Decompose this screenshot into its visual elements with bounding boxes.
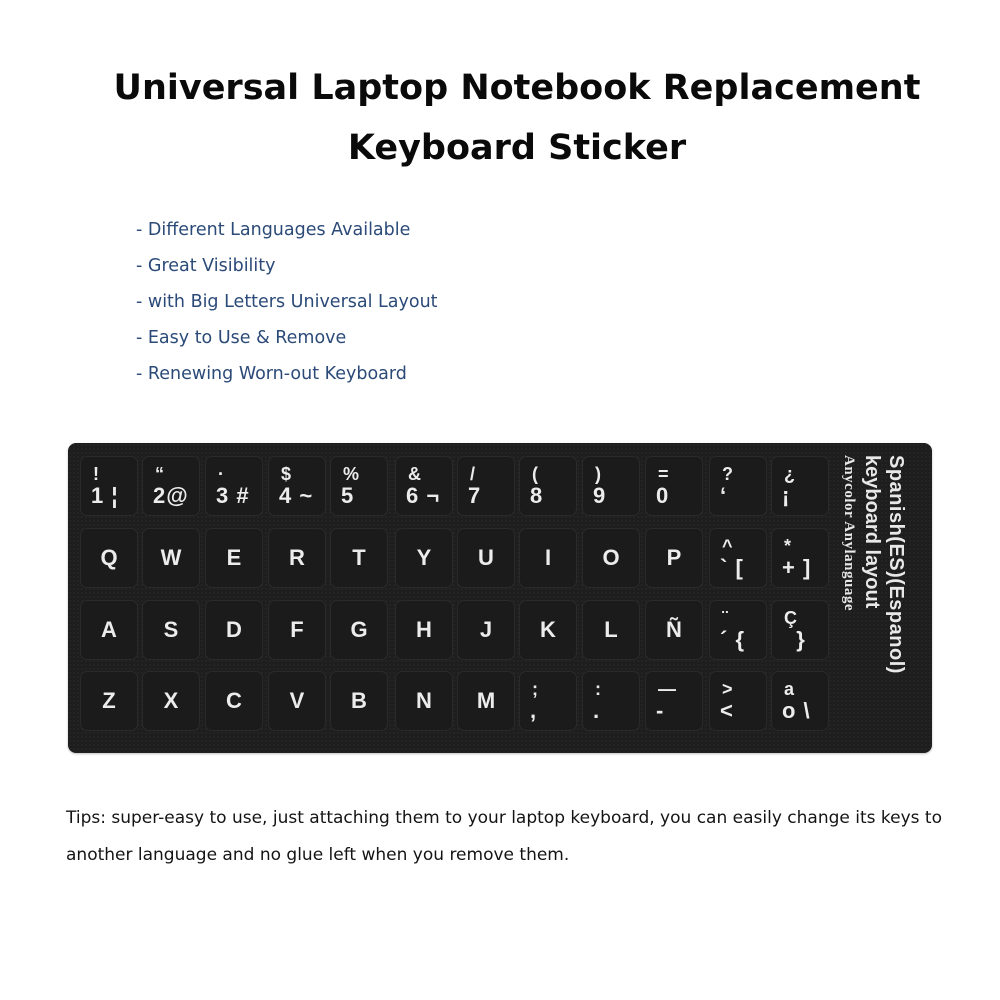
- key-base-label: ´ {: [720, 627, 745, 652]
- key-main-label: A: [101, 617, 117, 642]
- key-shift-label: ;: [532, 679, 538, 699]
- key-sticker: [80, 456, 138, 516]
- key-sticker: [457, 600, 515, 660]
- key-sticker: [519, 671, 577, 731]
- layout-type-label: keyboard layout: [861, 455, 883, 609]
- key-main-label: K: [540, 617, 556, 642]
- key-main-label: X: [163, 688, 179, 713]
- key-shift-label: /: [470, 464, 476, 484]
- feature-item: - Renewing Worn-out Keyboard: [136, 364, 407, 384]
- key-sticker: [709, 456, 767, 516]
- title-line-2: Keyboard Sticker: [347, 128, 687, 168]
- key-base-label: o \: [782, 698, 811, 723]
- key-main-label: U: [478, 545, 494, 570]
- key-shift-label: >: [722, 679, 733, 699]
- key-sticker: [330, 528, 388, 588]
- key-main-label: Z: [102, 688, 116, 713]
- key-sticker: [645, 528, 703, 588]
- key-sticker: [395, 600, 453, 660]
- keyboard-sticker-image: [68, 443, 932, 753]
- key-sticker: [205, 528, 263, 588]
- key-sticker: [330, 456, 388, 516]
- key-base-label: 9: [593, 483, 607, 508]
- key-sticker: [457, 671, 515, 731]
- key-sticker: [330, 600, 388, 660]
- key-main-label: E: [226, 545, 242, 570]
- key-base-label: 4 ~: [279, 483, 314, 508]
- key-main-label: L: [604, 617, 618, 642]
- key-sticker: [142, 528, 200, 588]
- key-sticker: [645, 671, 703, 731]
- feature-list: [136, 214, 438, 394]
- key-sticker: [709, 600, 767, 660]
- key-main-label: I: [544, 545, 552, 570]
- key-sticker: [582, 671, 640, 731]
- key-main-label: T: [352, 545, 366, 570]
- key-shift-label: ¨: [722, 608, 728, 628]
- key-base-label: ,: [530, 698, 538, 723]
- key-base-label: .: [593, 698, 601, 723]
- key-shift-label: ?: [722, 464, 733, 484]
- key-sticker: [80, 600, 138, 660]
- key-base-label: 6 ¬: [406, 483, 441, 508]
- key-main-label: B: [351, 688, 367, 713]
- key-base-label: }: [782, 627, 806, 652]
- key-sticker: [457, 528, 515, 588]
- key-shift-label: &: [408, 464, 421, 484]
- key-sticker: [395, 671, 453, 731]
- key-sticker: [205, 456, 263, 516]
- key-sticker: [395, 456, 453, 516]
- key-sticker: [205, 671, 263, 731]
- key-sticker: [709, 671, 767, 731]
- key-main-label: N: [416, 688, 432, 713]
- key-sticker: [205, 600, 263, 660]
- key-shift-label: a: [784, 679, 795, 699]
- key-main-label: S: [163, 617, 179, 642]
- key-shift-label: !: [93, 464, 99, 484]
- key-base-label: 0: [656, 483, 670, 508]
- key-sticker: [645, 600, 703, 660]
- key-sticker: [519, 600, 577, 660]
- key-shift-label: :: [595, 679, 601, 699]
- key-sticker: [582, 456, 640, 516]
- feature-item: - Different Languages Available: [136, 220, 411, 240]
- key-sticker: [142, 671, 200, 731]
- key-main-label: Y: [416, 545, 432, 570]
- key-sticker: [709, 528, 767, 588]
- key-sticker: [268, 528, 326, 588]
- key-shift-label: ¿: [784, 464, 795, 484]
- key-sticker: [142, 456, 200, 516]
- key-base-label: <: [720, 698, 734, 723]
- key-shift-label: ^: [722, 536, 733, 556]
- key-shift-label: ·: [218, 464, 224, 484]
- key-sticker: [80, 528, 138, 588]
- key-sticker: [330, 671, 388, 731]
- key-main-label: G: [350, 617, 368, 642]
- key-shift-label: —: [658, 679, 676, 699]
- key-base-label: 1 ¦: [91, 483, 119, 508]
- title-line-1: Universal Laptop Notebook Replacement: [113, 68, 921, 108]
- key-base-label: 7: [468, 483, 482, 508]
- key-sticker: [268, 600, 326, 660]
- key-sticker: [457, 456, 515, 516]
- tips-text: Tips: super-easy to use, just attaching them to your laptop keyboard, you can easily change its keys to another language and no glue left when you remove them.: [66, 808, 942, 865]
- key-base-label: ¡: [782, 483, 791, 508]
- key-main-label: V: [289, 688, 305, 713]
- feature-item: - Easy to Use & Remove: [136, 328, 347, 348]
- key-base-label: ` [: [720, 555, 744, 580]
- key-sticker: [771, 671, 829, 731]
- key-base-label: -: [656, 698, 665, 723]
- key-main-label: Q: [100, 545, 118, 570]
- key-main-label: O: [602, 545, 620, 570]
- key-main-label: M: [476, 688, 496, 713]
- key-sticker: [771, 528, 829, 588]
- key-main-label: P: [666, 545, 682, 570]
- product-title: [0, 58, 1000, 178]
- key-main-label: Ñ: [666, 617, 682, 642]
- key-base-label: ‘: [720, 483, 728, 508]
- layout-options-label: Anycolor Anylanguage: [841, 455, 857, 611]
- key-main-label: R: [289, 545, 305, 570]
- key-base-label: + ]: [782, 555, 812, 580]
- key-base-label: 3 #: [216, 483, 250, 508]
- feature-item: - Great Visibility: [136, 256, 276, 276]
- key-base-label: 5: [341, 483, 355, 508]
- feature-item: - with Big Letters Universal Layout: [136, 292, 438, 312]
- key-shift-label: (: [532, 464, 538, 484]
- key-shift-label: *: [784, 536, 792, 556]
- key-shift-label: %: [343, 464, 360, 484]
- key-main-label: H: [416, 617, 432, 642]
- key-shift-label: =: [658, 464, 669, 484]
- key-shift-label: “: [155, 464, 164, 484]
- key-sticker: [268, 456, 326, 516]
- layout-language-label: Spanish(ES)(Espanol): [885, 455, 907, 674]
- key-main-label: W: [160, 545, 182, 570]
- key-shift-label: Ç: [784, 608, 797, 628]
- key-sticker: [771, 456, 829, 516]
- key-main-label: C: [226, 688, 242, 713]
- key-sticker: [771, 600, 829, 660]
- key-main-label: F: [290, 617, 304, 642]
- key-sticker: [80, 671, 138, 731]
- key-sticker: [395, 528, 453, 588]
- key-shift-label: ): [595, 464, 601, 484]
- key-base-label: 8: [530, 483, 544, 508]
- key-sticker: [519, 528, 577, 588]
- key-main-label: D: [226, 617, 242, 642]
- key-sticker: [142, 600, 200, 660]
- key-shift-label: $: [281, 464, 292, 484]
- key-sticker: [645, 456, 703, 516]
- key-sticker: [582, 600, 640, 660]
- key-sticker: [268, 671, 326, 731]
- sticker-layout-label: [836, 455, 922, 745]
- key-sticker: [519, 456, 577, 516]
- key-main-label: J: [479, 617, 493, 642]
- key-sticker: [582, 528, 640, 588]
- key-base-label: 2@: [153, 483, 189, 508]
